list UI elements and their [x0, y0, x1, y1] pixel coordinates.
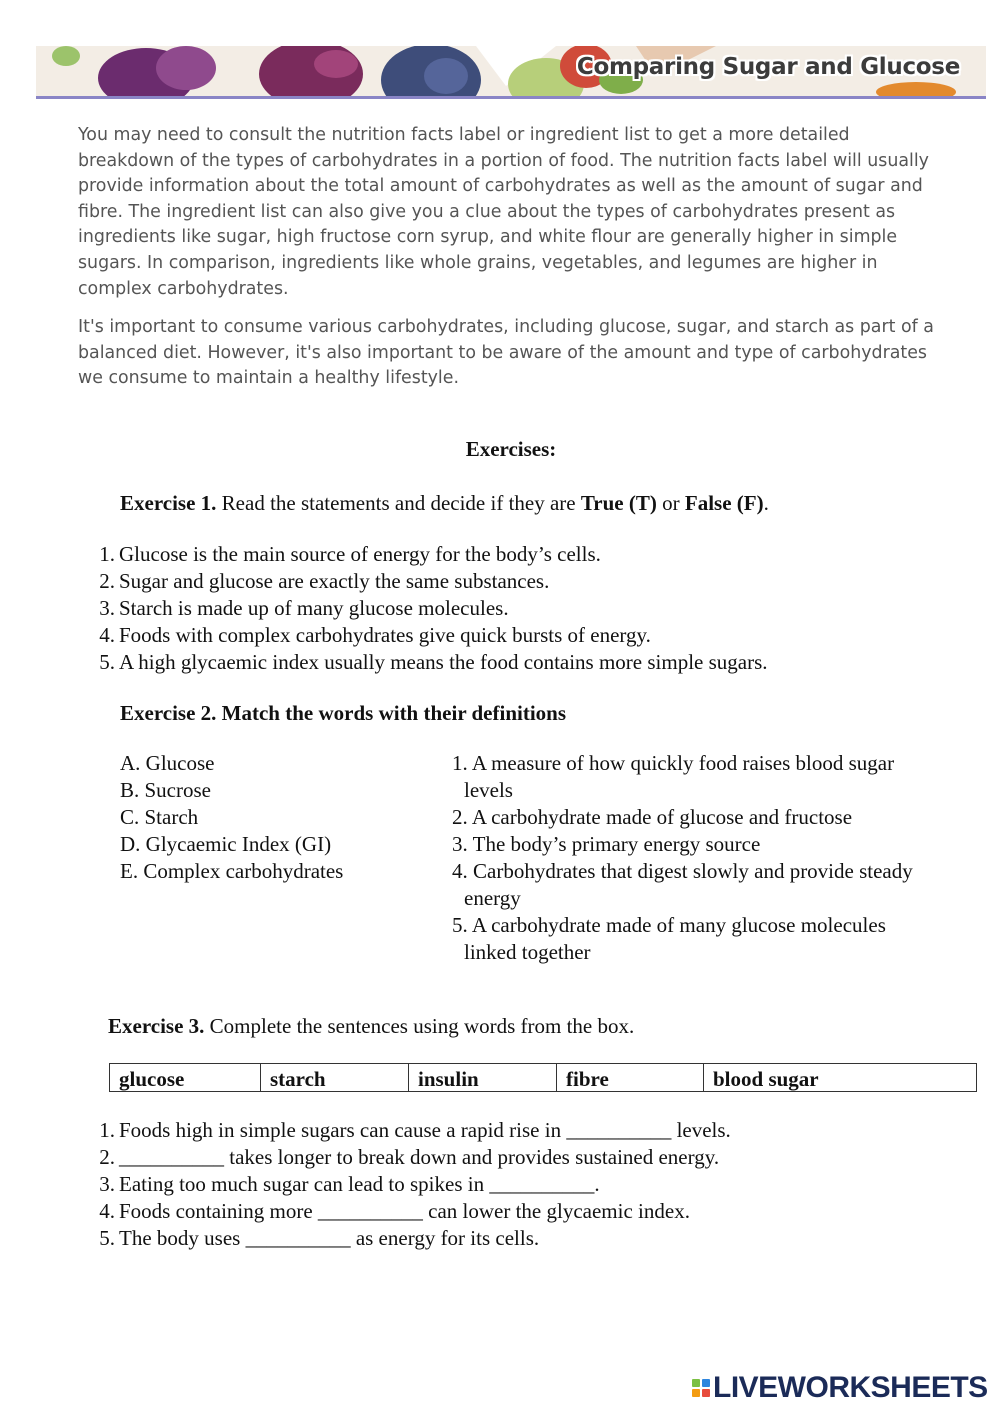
sentence-item: 4. Foods containing more __________ can lower the glycaemic index.	[99, 1199, 690, 1223]
liveworksheets-logo[interactable]	[692, 1372, 988, 1404]
match-definition: 5. A carbohydrate made of many glucose molecules linked together	[452, 913, 886, 964]
exercise-3-text: Complete the sentences using words from the box.	[204, 1014, 635, 1038]
word-box-cell: insulin	[409, 1064, 557, 1091]
exercise-2-definitions	[452, 750, 922, 966]
exercise-1-label: Exercise 1.	[120, 491, 217, 515]
statement-item: 4. Foods with complex carbohydrates give quick bursts of energy.	[99, 623, 651, 647]
exercise-1-text: Read the statements and decide if they are	[216, 491, 581, 515]
exercise-3-instruction	[108, 1014, 634, 1039]
period: .	[763, 491, 769, 515]
word-box-cell: glucose	[110, 1064, 261, 1091]
intro-paragraph-2: It's important to consume various carbohydrates, including glucose, sugar, and starch as part of a balanced diet. However, it's also important to be aware of the amount and type of carbohydrates we consume to maintain a healthy lifestyle.	[78, 317, 934, 389]
sentence-item: 3. Eating too much sugar can lead to spikes in __________.	[99, 1172, 600, 1196]
true-label: True (T)	[580, 491, 657, 515]
exercise-3-sentences	[85, 1117, 731, 1252]
statement-item: 1. Glucose is the main source of energy for the body’s cells.	[99, 542, 601, 566]
match-word: C. Starch	[120, 805, 199, 829]
match-definition: 1. A measure of how quickly food raises blood sugar levels	[452, 751, 895, 802]
match-definition: 4. Carbohydrates that digest slowly and provide steady energy	[452, 859, 913, 910]
exercise-2-words	[120, 750, 343, 885]
logo-text: LIVEWORKSHEETS	[713, 1371, 988, 1404]
sentence-item: 2. __________ takes longer to break down and provides sustained energy.	[99, 1145, 720, 1169]
word-box-cell: fibre	[557, 1064, 704, 1091]
match-word: E. Complex carbohydrates	[120, 859, 344, 883]
sentence-item: 5. The body uses __________ as energy for its cells.	[99, 1226, 540, 1250]
exercise-1-instruction	[120, 491, 769, 516]
exercise-3-label: Exercise 3.	[108, 1014, 205, 1038]
exercise-1-statements	[85, 541, 768, 676]
exercises-heading: Exercises:	[465, 437, 557, 461]
word-box-cell: blood sugar	[713, 1067, 819, 1091]
word-box	[109, 1063, 977, 1092]
match-word: A. Glucose	[120, 751, 215, 775]
match-definition: 2. A carbohydrate made of glucose and fructose	[452, 805, 853, 829]
intro-paragraph-1: You may need to consult the nutrition facts label or ingredient list to get a more detailed breakdown of the types of carbohydrates in a portion of food. The nutrition facts label will usually provide information about the total amount of carbohydrates as well as the amount of sugar and fibre. The ingredient list can also give you a clue about the types of carbohydrates present as ingredients like sugar, high fructose corn syrup, and white flour are generally higher in simple sugars. In comparison, ingredients like whole grains, vegetables, and legumes are higher in complex carbohydrates.	[78, 125, 929, 299]
false-label: False (F)	[684, 491, 764, 515]
statement-item: 3. Starch is made up of many glucose molecules.	[99, 596, 509, 620]
page-title: Comparing Sugar and Glucose	[576, 54, 960, 80]
statement-item: 2. Sugar and glucose are exactly the same substances.	[99, 569, 550, 593]
match-word: D. Glycaemic Index (GI)	[120, 832, 332, 856]
match-definition: 3. The body’s primary energy source	[452, 832, 761, 856]
match-word: B. Sucrose	[120, 778, 211, 802]
sentence-item: 1. Foods high in simple sugars can cause a rapid rise in __________ levels.	[99, 1118, 731, 1142]
header-banner	[36, 46, 986, 99]
statement-item: 5. A high glycaemic index usually means the food contains more simple sugars.	[99, 650, 768, 674]
logo-icon	[692, 1379, 710, 1397]
word-box-cell: starch	[261, 1064, 409, 1091]
or-text: or	[656, 491, 685, 515]
exercise-2-title: Exercise 2. Match the words with their definitions	[120, 701, 567, 725]
